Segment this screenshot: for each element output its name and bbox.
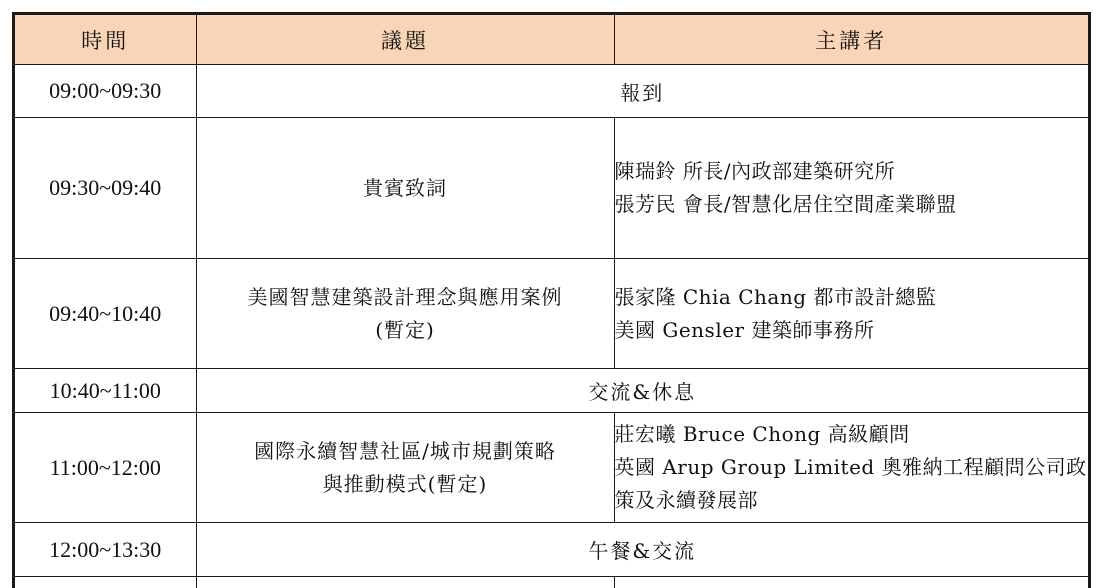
speaker-line: 莊宏曦 Bruce Chong 高級顧問 — [614, 422, 910, 446]
speaker-line: 張家隆 Chia Chang 都市設計總監 — [614, 284, 937, 309]
table-row — [15, 369, 1088, 413]
time-cell: 10:40~11:00 — [15, 369, 196, 413]
topic-cell — [196, 259, 614, 369]
lunch-cell: 午餐&交流 — [196, 523, 1088, 577]
header-speaker: 主講者 — [614, 15, 1088, 65]
time-cell: 09:30~09:40 — [15, 118, 196, 259]
header-time: 時間 — [15, 15, 196, 65]
time-cell: 09:00~09:30 — [15, 65, 196, 118]
table-row — [15, 65, 1088, 118]
header-row — [15, 15, 1088, 65]
speaker-cell — [614, 413, 1088, 523]
speaker-line: 陳瑞鈴 所長/內政部建築研究所 — [614, 159, 896, 183]
agenda-table-frame — [12, 12, 1091, 588]
topic-line: 國際永續智慧社區/城市規劃策略 — [254, 438, 556, 463]
break-cell: 交流&休息 — [196, 369, 1088, 413]
speaker-line: 美國 Gensler 建築師事務所 — [614, 317, 875, 342]
topic-cell — [196, 413, 614, 523]
agenda-table — [15, 14, 1088, 588]
speaker-cell — [614, 259, 1088, 369]
topic-line: 與推動模式(暫定) — [322, 471, 488, 496]
speaker-cell — [614, 577, 1088, 588]
speaker-line: 張芳民 會長/智慧化居住空間產業聯盟 — [614, 192, 957, 216]
table-row — [15, 118, 1088, 259]
table-row — [15, 259, 1088, 369]
time-cell: 11:00~12:00 — [15, 413, 196, 523]
table-row — [15, 577, 1088, 588]
time-cell — [15, 577, 196, 588]
header-topic: 議題 — [196, 15, 614, 65]
table-row — [15, 523, 1088, 577]
speaker-line: 英國 Arup Group Limited 奧雅納工程顧問公司政策及永續發展部 — [614, 455, 1087, 512]
registration-cell: 報到 — [196, 65, 1088, 118]
topic-line: 美國智慧建築設計理念與應用案例 — [247, 284, 563, 309]
topic-cell: 貴賓致詞 — [196, 118, 614, 259]
speaker-cell — [614, 118, 1088, 259]
time-cell: 09:40~10:40 — [15, 259, 196, 369]
topic-cell — [196, 577, 614, 588]
table-row — [15, 413, 1088, 523]
topic-line: (暫定) — [375, 317, 435, 342]
time-cell: 12:00~13:30 — [15, 523, 196, 577]
